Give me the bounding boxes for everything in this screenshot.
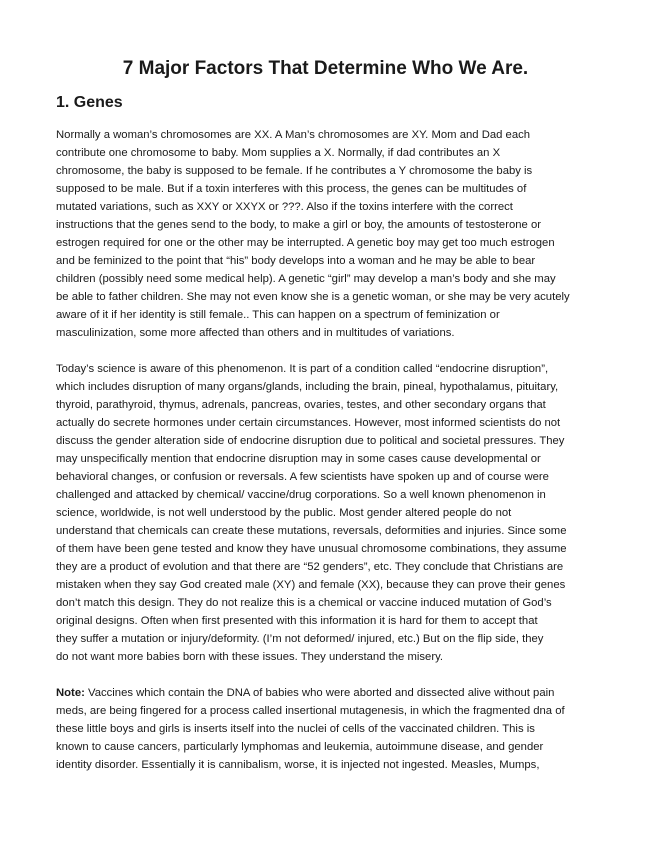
- text-line: meds, are being fingered for a process called insertional mutagenesis, in which the fragmented dna of: [56, 705, 565, 717]
- text-line: children (possibly need some medical help). A genetic “girl” may develop a man’s body and she may: [56, 273, 556, 285]
- text-line: don’t match this design. They do not realize this is a chemical or vaccine induced mutation of God’s: [56, 597, 552, 609]
- text-line: Today’s science is aware of this phenomenon. It is part of a condition called “endocrine disruption”,: [56, 363, 549, 375]
- paragraph-2: [56, 360, 567, 666]
- text-line: contribute one chromosome to baby. Mom supplies a X. Normally, if dad contributes an X: [56, 147, 501, 159]
- section-heading: 1. Genes: [56, 94, 123, 111]
- note-label: Note:: [56, 687, 85, 699]
- text-line: these little boys and girls is inserts itself into the nuclei of cells of the vaccinated children. This is: [56, 723, 535, 735]
- note-paragraph: [56, 684, 565, 774]
- text-line: masculinization, some more affected than others and in multitudes of variations.: [56, 327, 455, 339]
- text-line: actually do secrete hormones under certain circumstances. However, most informed scientists do not: [56, 417, 561, 429]
- text-line: do not want more babies born with these issues. They understand the misery.: [56, 651, 444, 663]
- text-line: thyroid, parathyroid, thymus, adrenals, pancreas, ovaries, testes, and other secondary organs that: [56, 399, 546, 411]
- text-line: estrogen required for one or the other may be interrupted. A genetic boy may get too much estrogen: [56, 237, 555, 249]
- text-line: mutated variations, such as XXY or XXYX or ???. Also if the toxins interfere with the correct: [56, 201, 513, 213]
- text-line: of them have been gene tested and know they have unusual chromosome combinations, they assume: [56, 543, 567, 555]
- text-line: challenged and attacked by chemical/ vaccine/drug corporations. So a well known phenomenon in: [56, 489, 546, 501]
- text-line: Normally a woman’s chromosomes are XX. A Man’s chromosomes are XY. Mom and Dad each: [56, 129, 531, 141]
- text-line: they are a product of evolution and that there are “52 genders”, etc. They conclude that Christians are: [56, 561, 564, 573]
- text-line: science, worldwide, is not well understood by the public. Most gender altered people do not: [56, 507, 512, 519]
- text-line: known to cause cancers, particularly lymphomas and leukemia, autoimmune disease, and gender: [56, 741, 544, 753]
- text-line: identity disorder. Essentially it is cannibalism, worse, it is injected not ingested. Measles, Mumps,: [56, 759, 540, 771]
- text-line: understand that chemicals can create these mutations, reversals, deformities and injuries. Since some: [56, 525, 567, 537]
- text-line: discuss the gender alteration side of endocrine disruption due to political and societal pressures. They: [56, 435, 565, 447]
- text-line: instructions that the genes send to the body, to make a girl or boy, the amounts of testosterone or: [56, 219, 541, 231]
- text-line: behavioral changes, or confusion or reversals. A few scientists have spoken up and of course were: [56, 471, 549, 483]
- text-line: which includes disruption of many organs/glands, including the brain, pineal, hypothalamus, pituitary,: [56, 381, 559, 393]
- text-line: original designs. Often when first presented with this information it is hard for them to accept that: [56, 615, 538, 627]
- text-line: and be feminized to the point that “his” body develops into a woman and he may be able to bear: [56, 255, 536, 267]
- text-line: supposed to be male. But if a toxin interferes with this process, the genes can be multitudes of: [56, 183, 527, 195]
- paragraph-1: [56, 126, 570, 342]
- text-line: be able to father children. She may not even know she is a genetic woman, or she may be very acutely: [56, 291, 570, 303]
- text-line: may unspecifically mention that endocrine disruption may in some cases cause developmental or: [56, 453, 541, 465]
- text-line: mistaken when they say God created male (XY) and female (XX), because they can prove their genes: [56, 579, 566, 591]
- text-line: aware of it if her identity is still female.. This can happen on a spectrum of feminization or: [56, 309, 500, 321]
- document-title: 7 Major Factors That Determine Who We Are.: [122, 58, 529, 79]
- text-line: [56, 684, 565, 702]
- text-line: they suffer a mutation or injury/deformity. (I’m not deformed/ injured, etc.) But on the flip side, they: [56, 633, 544, 645]
- note-first-line: Vaccines which contain the DNA of babies who were aborted and dissected alive without pain: [84, 687, 555, 699]
- text-line: chromosome, the baby is supposed to be female. If he contributes a Y chromosome the baby is: [56, 165, 533, 177]
